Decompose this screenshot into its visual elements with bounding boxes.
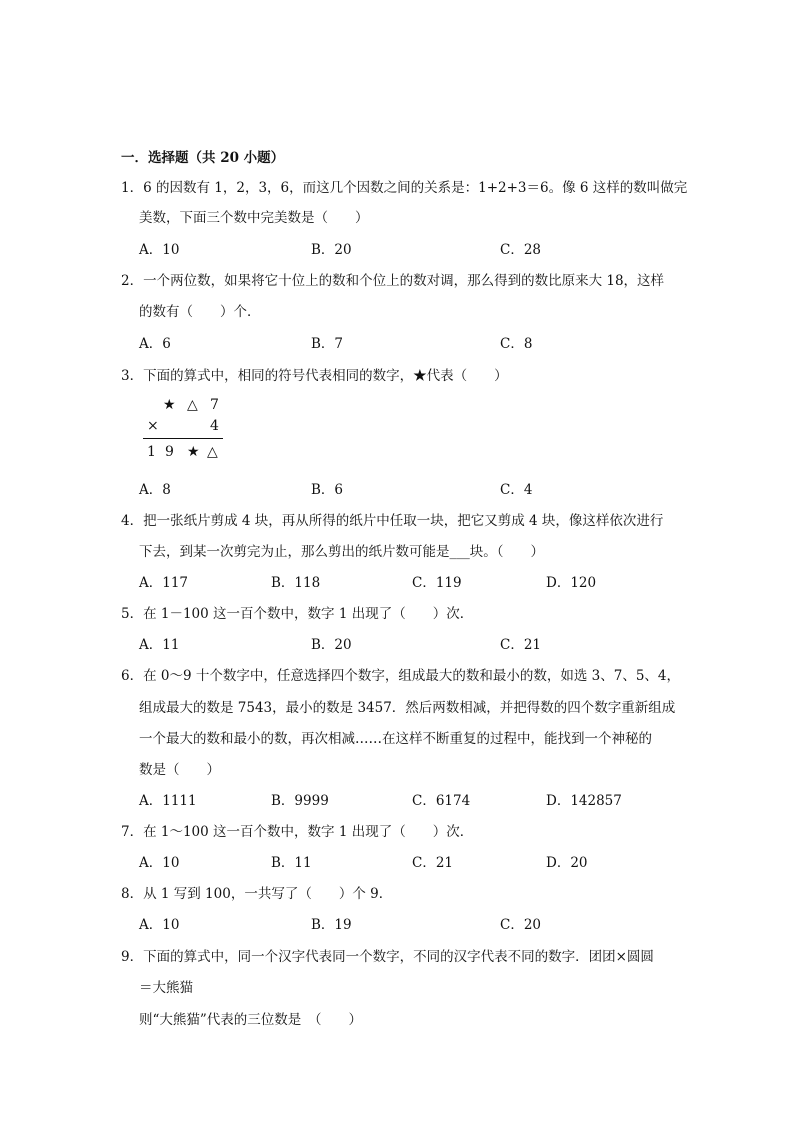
question-9-line-2: ＝大熊猫: [139, 980, 193, 996]
question-8-line-1: 8．从 1 写到 100，一共写了（ ）个 9．: [121, 886, 393, 902]
question-6-option-a[interactable]: A．1111: [139, 793, 197, 809]
question-1-option-c[interactable]: C．28: [500, 242, 542, 258]
question-2-line-2: 的数有（ ）个．: [139, 304, 261, 320]
question-4-option-b[interactable]: B．118: [271, 575, 321, 591]
question-5-option-c[interactable]: C．21: [500, 637, 542, 653]
question-6-option-b[interactable]: B．9999: [271, 793, 329, 809]
question-3-option-a[interactable]: A．8: [139, 482, 171, 498]
puzzle-rule-line: [143, 438, 223, 439]
question-6-line-3: 一个最大的数和最小的数，再次相减……在这样不断重复的过程中，能找到一个神秘的: [139, 731, 652, 747]
puzzle-result-digit: 9: [165, 444, 174, 460]
puzzle-triangle: △: [187, 397, 198, 413]
question-4-line-2: 下去，到某一次剪完为止，那么剪出的纸片数可能是___块。（ ）: [139, 544, 544, 560]
question-2-option-c[interactable]: C．8: [500, 336, 533, 352]
puzzle-times-sign: ×: [147, 418, 159, 434]
puzzle-digit: 7: [210, 397, 219, 413]
question-3-line-1: 3．下面的算式中，相同的符号代表相同的数字，★代表（ ）: [121, 368, 508, 384]
question-7-line-1: 7．在 1～100 这一百个数中，数字 1 出现了（ ）次．: [121, 824, 474, 840]
question-1-line-2: 美数，下面三个数中完美数是（ ）: [139, 210, 369, 226]
question-5-option-b[interactable]: B．20: [311, 637, 352, 653]
question-4-option-a[interactable]: A．117: [139, 575, 189, 591]
puzzle-star: ★: [163, 397, 176, 413]
question-7-option-b[interactable]: B．11: [271, 855, 312, 871]
question-9-line-3: 则“大熊猫”代表的三位数是 （ ）: [139, 1012, 363, 1028]
question-9-line-1: 9．下面的算式中，同一个汉字代表同一个数字，不同的汉字代表不同的数字．团团×圆圆: [121, 949, 654, 965]
question-3-option-c[interactable]: C．4: [500, 482, 533, 498]
question-3-option-b[interactable]: B．6: [311, 482, 344, 498]
question-6-line-1: 6．在 0～9 十个数字中，任意选择四个数字，组成最大的数和最小的数，如选 3、7、5、4，: [121, 668, 680, 684]
question-2-option-a[interactable]: A．6: [139, 336, 171, 352]
question-8-option-c[interactable]: C．20: [500, 917, 542, 933]
puzzle-result-star: ★: [187, 444, 200, 460]
question-7-option-a[interactable]: A．10: [139, 855, 180, 871]
question-6-option-d[interactable]: D．142857: [546, 793, 622, 809]
section-title: 一．选择题（共 20 小题）: [121, 150, 285, 166]
question-7-option-c[interactable]: C．21: [412, 855, 454, 871]
question-2-option-b[interactable]: B．7: [311, 336, 344, 352]
question-6-option-c[interactable]: C．6174: [412, 793, 471, 809]
question-8-option-a[interactable]: A．10: [139, 917, 180, 933]
multiplication-puzzle: [143, 397, 233, 467]
question-1-line-1: 1．6 的因数有 1，2，3，6，而这几个因数之间的关系是：1+2+3＝6。像 6 这样的数叫做完: [121, 180, 688, 196]
question-6-line-2: 组成最大的数是 7543，最小的数是 3457．然后两数相减，并把得数的四个数字重新组成: [139, 700, 676, 716]
question-5-line-1: 5．在 1－100 这一百个数中，数字 1 出现了（ ）次．: [121, 606, 474, 622]
puzzle-result-digit: 1: [147, 444, 156, 460]
question-4-line-1: 4．把一张纸片剪成 4 块，再从所得的纸片中任取一块，把它又剪成 4 块，像这样依次进行: [121, 513, 664, 529]
question-4-option-c[interactable]: C．119: [412, 575, 462, 591]
puzzle-result-triangle: △: [207, 444, 218, 460]
puzzle-multiplier: 4: [210, 418, 219, 434]
question-5-option-a[interactable]: A．11: [139, 637, 180, 653]
question-8-option-b[interactable]: B．19: [311, 917, 352, 933]
question-7-option-d[interactable]: D．20: [546, 855, 588, 871]
question-1-option-a[interactable]: A．10: [139, 242, 180, 258]
question-4-option-d[interactable]: D．120: [546, 575, 597, 591]
question-2-line-1: 2．一个两位数，如果将它十位上的数和个位上的数对调，那么得到的数比原来大 18，这样: [121, 273, 665, 289]
question-6-line-4: 数是（ ）: [139, 762, 220, 778]
question-1-option-b[interactable]: B．20: [311, 242, 352, 258]
